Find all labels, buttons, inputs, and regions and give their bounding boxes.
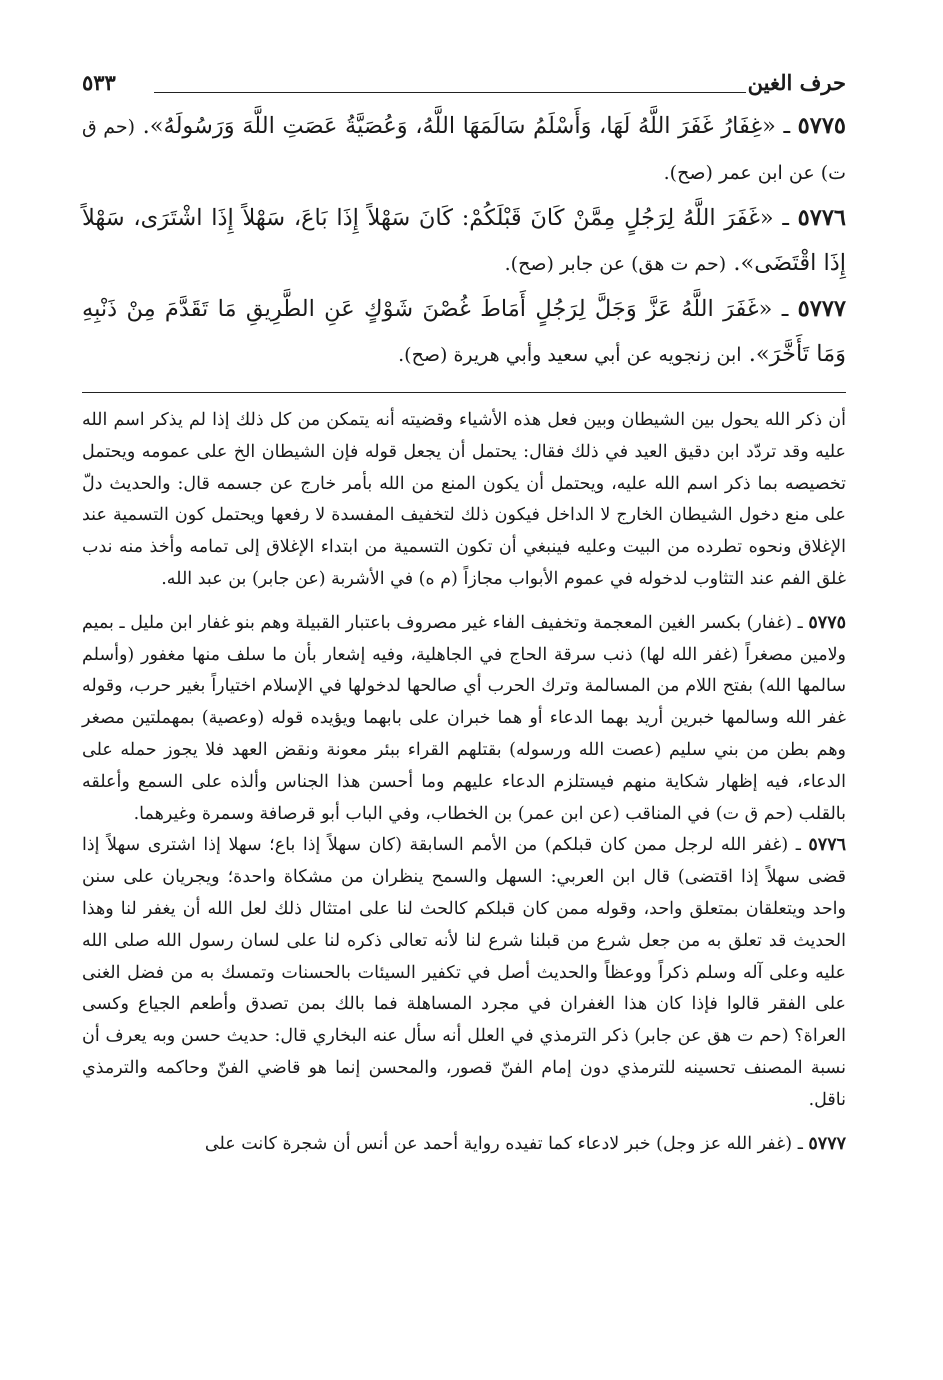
hadith-text: «غَفَرَ اللَّهُ عَزَّ وَجَلَّ لِرَجُلٍ أَمَاطَ غُصْنَ شَوْكٍ عَنِ الطَّرِيقِ مَا تَقَدَّمَ مِنْ ذَنْبِهِ وَمَا تَأَخَّرَ». bbox=[82, 296, 846, 367]
commentary-number: ٥٧٧٧ bbox=[808, 1133, 846, 1154]
hadith-5775: ٥٧٧٥ ـ «غِفَارُ غَفَرَ اللَّهُ لَهَا، وَأَسْلَمُ سَالَمَهَا اللَّهُ، وَعُصَيَّةُ عَصَتِ اللَّهَ وَرَسُولَهُ». (حم ق ت) عن ابن عمر (صح). bbox=[82, 113, 846, 184]
hadith-source: (حم ت هق) عن جابر (صح). bbox=[504, 253, 727, 275]
commentary-intro: أن ذكر الله يحول بين الشيطان وبين فعل هذه الأشياء وقضيته أنه يتمكن من كل ذلك إذا لم يذكر اسم الله عليه وقد تردّد ابن دقيق العيد في ذلك فقال: يحتمل أن يجعل قوله فإن الشيطان الخ على عمومه ويحتمل تخصيصه بما ذكر اسم الله عليه، ويحتمل أن يكون المنع من الله بأمر خارج عن جسمه قال: والحديث دلّ على منع دخول الشيطان الخارج لا الداخل فيكون ذلك لتخفيف المفسدة لا رفعها ويحتمل كون التسمية عند الإغلاق ونحوه تطرده من البيت وعليه فينبغي أن تكون التسمية من ابتداء الإغلاق إلى تمامه وأخذ منه ندب غلق الفم عند التثاوب لدخوله في عموم الأبواب مجازاً (م ه) في الأشربة (عن جابر) بن عبد الله. bbox=[82, 410, 846, 589]
hadith-number: ٥٧٧٧ bbox=[797, 296, 846, 322]
hadith-number: ٥٧٧٦ bbox=[797, 205, 846, 231]
hadith-text: «غِفَارُ غَفَرَ اللَّهُ لَهَا، وَأَسْلَمُ سَالَمَهَا اللَّهُ، وَعُصَيَّةُ عَصَتِ اللَّهَ وَرَسُولَهُ». bbox=[142, 113, 776, 139]
commentary-5775: ٥٧٧٥ ـ (غفار) بكسر الغين المعجمة وتخفيف الفاء غير مصروف باعتبار القبيلة وهم بنو غفار ابن مليل ـ بميم ولامين مصغراً (غفر الله لها) ذنب سرقة الحاج في الجاهلية، وفيه إشعار بأن ما سلف منها مغفور (وأسلم سالمها الله) بفتح اللام من المسالمة وترك الحرب أي صالحها لدخولها في الإسلام اختياراً بغير حرب، وقوله غفر الله وسالمها خبرين أريد بهما الدعاء أو هما خبران على بابهما ويؤيده قوله (وعصية) بمهملتين مصغر وهم بطن من بني سليم (عصت الله ورسوله) بقتلهم القراء ببئر معونة ونقض العهد فلا يجوز حمله على الدعاء، فيه إظهار شكاية منهم فيستلزم الدعاء عليهم وما أحسن هذا الجناس وألذه على السمع وأعلقه بالقلب (حم ق ت) في المناقب (عن ابن عمر) بن الخطاب، وفي الباب أبو قرصافة وسمرة وغيرهما. bbox=[82, 612, 846, 824]
page bbox=[82, 70, 846, 1370]
commentary-text: (غفر الله لرجل ممن كان قبلكم) من الأمم السابقة (كان سهلاً إذا باع؛ سهلا إذا اشترى سهلاً إذا قضى سهلاً إذا اقتضى) قال ابن العربي: السهل والسمح ينظران من مشكاة واحدة؛ ويجريان على سنن واحد ويتعلقان بمتعلق واحد، وقوله ممن كان قبلكم كالحث لنا على امتثال ذلك لعل الله أن يغفر لنا وهذا الحديث قد تعلق به من جعل شرع من قبلنا شرع لنا لأنه تعالى ذكره لنا على لسان رسول الله صلى الله عليه وعلى آله وسلم ذكراً ووعظاً والحديث أصل في تكفير السيئات بالحسنات وتمسك به من فضل الغنى على الفقر قالوا فإذا كان هذا الغفران في مجرد المساهلة فما بالك بمن تصدق وأطعم الجياع وكسى العراة؟ (حم ت هق عن جابر) ذكر الترمذي في العلل أنه سأل عنه البخاري قال: حديث حسن وبه يعرف أن نسبة المصنف تحسينه للترمذي دون إمام الفنّ قصور، والمحسن إنما هو قاضي الفنّ وحاكمه والترمذي ناقل. bbox=[82, 835, 846, 1110]
hadith-source: (حم ق ت) عن ابن عمر (صح). bbox=[82, 116, 846, 184]
commentary-text: (غفر الله عز وجل) خبر لادعاء كما تفيده رواية أحمد عن أنس أن شجرة كانت على bbox=[204, 1133, 793, 1154]
footnote-separator bbox=[82, 392, 846, 393]
hadith-number: ٥٧٧٥ bbox=[797, 113, 846, 139]
hadith-5777: ٥٧٧٧ ـ «غَفَرَ اللَّهُ عَزَّ وَجَلَّ لِرَجُلٍ أَمَاطَ غُصْنَ شَوْكٍ عَنِ الطَّرِيقِ مَا تَقَدَّمَ مِنْ ذَنْبِهِ وَمَا تَأَخَّرَ». ابن زنجويه عن أبي سعيد وأبي هريرة (صح). bbox=[82, 296, 846, 367]
commentary-number: ٥٧٧٥ bbox=[808, 612, 846, 633]
page-header bbox=[82, 70, 846, 104]
commentary-5776: ٥٧٧٦ ـ (غفر الله لرجل ممن كان قبلكم) من الأمم السابقة (كان سهلاً إذا باع؛ سهلا إذا اشترى سهلاً إذا قضى سهلاً إذا اقتضى) قال ابن العربي: السهل والسمح ينظران من مشكاة واحدة؛ ويجريان على سنن واحد ويتعلقان بمتعلق واحد، وقوله ممن كان قبلكم كالحث لنا على امتثال ذلك لعل الله أن يغفر لنا وهذا الحديث قد تعلق به من جعل شرع من قبلنا شرع لنا لأنه تعالى ذكره لنا على لسان رسول الله صلى الله عليه وعلى آله وسلم ذكراً ووعظاً والحديث أصل في تكفير السيئات بالحسنات وتمسك به من فضل الغنى على الفقر قالوا فإذا كان هذا الغفران في مجرد المساهلة فما بالك بمن تصدق وأطعم الجياع وكسى العراة؟ (حم ت هق عن جابر) ذكر الترمذي في العلل أنه سأل عنه البخاري قال: حديث حسن وبه يعرف أن نسبة المصنف تحسينه للترمذي دون إمام الفنّ قصور، والمحسن إنما هو قاضي الفنّ وحاكمه والترمذي ناقل. bbox=[82, 835, 846, 1110]
commentary-text: (غفار) بكسر الغين المعجمة وتخفيف الفاء غير مصروف باعتبار القبيلة وهم بنو غفار ابن مليل ـ بميم ولامين مصغراً (غفر الله لها) ذنب سرقة الحاج في الجاهلية، وفيه إشعار بأن ما سلف منها مغفور (وأسلم سالمها الله) بفتح اللام من المسالمة وترك الحرب أي صالحها لدخولها في الإسلام اختياراً بغير حرب، وقوله غفر الله وسالمها خبرين أريد بهما الدعاء أو هما خبران على بابهما ويؤيده قوله (وعصية) بمهملتين مصغر وهم بطن من بني سليم (عصت الله ورسوله) بقتلهم القراء ببئر معونة ونقض العهد فلا يجوز حمله على الدعاء، فيه إظهار شكاية منهم فيستلزم الدعاء عليهم وما أحسن هذا الجناس وألذه على السمع وأعلقه بالقلب (حم ق ت) في المناقب (عن ابن عمر) بن الخطاب، وفي الباب أبو قرصافة وسمرة وغيرهما. bbox=[82, 612, 846, 824]
header-rule bbox=[154, 92, 746, 93]
commentary-5777: ٥٧٧٧ ـ (غفر الله عز وجل) خبر لادعاء كما تفيده رواية أحمد عن أنس أن شجرة كانت على bbox=[204, 1133, 846, 1154]
commentary-number: ٥٧٧٦ bbox=[808, 835, 846, 856]
page-number: ٥٣٣ bbox=[82, 70, 116, 95]
hadith-text: «غَفَرَ اللَّهُ لِرَجُلٍ مِمَّنْ كَانَ قَبْلَكُمْ: كَانَ سَهْلاً إِذَا بَاعَ، سَهْلاً إِذَا اشْتَرَى، سَهْلاً إِذَا اقْتَضَى». bbox=[82, 205, 846, 276]
chapter-title: حرف الغين bbox=[747, 70, 846, 95]
hadith-source: ابن زنجويه عن أبي سعيد وأبي هريرة (صح). bbox=[398, 344, 742, 366]
hadith-5776: ٥٧٧٦ ـ «غَفَرَ اللَّهُ لِرَجُلٍ مِمَّنْ كَانَ قَبْلَكُمْ: كَانَ سَهْلاً إِذَا بَاعَ، سَهْلاً إِذَا اشْتَرَى، سَهْلاً إِذَا اقْتَضَى». (حم ت هق) عن جابر (صح). bbox=[82, 205, 846, 276]
